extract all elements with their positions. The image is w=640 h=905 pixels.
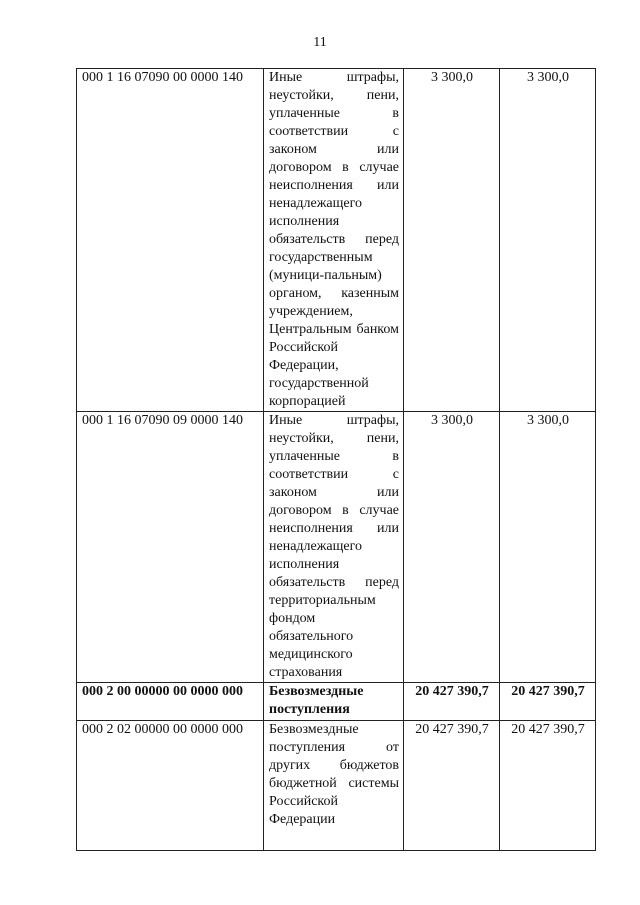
table-row: [77, 412, 596, 683]
budget-code-cell: 000 2 02 00000 00 0000 000: [77, 721, 264, 851]
table-row: [77, 683, 596, 721]
value-cell-1: 20 427 390,7: [404, 683, 500, 721]
budget-code-cell: 000 1 16 07090 09 0000 140: [77, 412, 264, 683]
budget-code-cell: 000 2 00 00000 00 0000 000: [77, 683, 264, 721]
value-cell-1: 3 300,0: [404, 412, 500, 683]
revenue-name-cell: Безвозмездные поступления: [264, 683, 404, 721]
value-cell-1: 20 427 390,7: [404, 721, 500, 851]
value-cell-2: 3 300,0: [500, 69, 596, 412]
value-cell-2: 3 300,0: [500, 412, 596, 683]
value-cell-1: 3 300,0: [404, 69, 500, 412]
table-row: [77, 69, 596, 412]
budget-table: [76, 68, 596, 851]
page-number: 11: [313, 35, 327, 50]
table-row: [77, 721, 596, 851]
revenue-name-cell: Иные штрафы, неустойки, пени, уплаченные в соответствии с законом или договором в случае неисполнения или ненадлежащего исполнения обязательств перед государственным (муници-пальным) органом, казенным учреждением, Центральным банком Российской Федерации, государственной корпорацией: [264, 69, 404, 412]
value-cell-2: 20 427 390,7: [500, 683, 596, 721]
value-cell-2: 20 427 390,7: [500, 721, 596, 851]
revenue-name-cell: Иные штрафы, неустойки, пени, уплаченные в соответствии с законом или договором в случае неисполнения или ненадлежащего исполнения обязательств перед территориальным фондом обязательного медицинского страхования: [264, 412, 404, 683]
revenue-name-cell: Безвозмездные поступления от других бюджетов бюджетной системы Российской Федерации: [264, 721, 404, 851]
budget-code-cell: 000 1 16 07090 00 0000 140: [77, 69, 264, 412]
